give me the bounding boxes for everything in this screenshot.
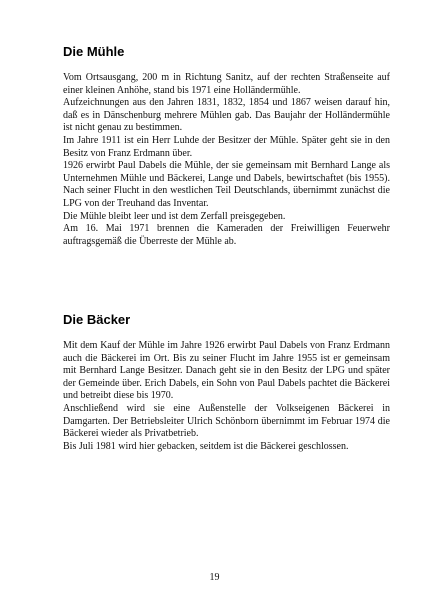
section-heading: Die Mühle [63, 44, 125, 59]
paragraph: Anschließend wird sie eine Außenstelle der Volkseigenen Bäckerei in Damgarten. Der Betriebsleiter Ulrich Schönborn übernimmt im Februar 1974 die Bäckerei wieder als Privatbetrieb. [63, 402, 390, 440]
section-baecker [63, 312, 390, 453]
page-number: 19 [209, 572, 220, 583]
paragraph: Mit dem Kauf der Mühle im Jahre 1926 erwirbt Paul Dabels von Franz Erdmann auch die Bäckerei im Ort. Bis zu seiner Flucht im Jahre 1955 ist er gemeinsam mit Bernhard Lange Besitzer. Danach geht sie in den Besitz der LPG und später der Gemeinde über. Erich Dabels, ein Sohn von Paul Dabels pachtet die Bäckerei und betreibt diese bis 1970. [63, 340, 390, 402]
paragraph: Im Jahre 1911 ist ein Herr Luhde der Besitzer der Mühle. Später geht sie in den Besitz von Franz Erdmann über. [63, 134, 390, 159]
section-muehle [63, 44, 390, 248]
paragraph: 1926 erwirbt Paul Dabels die Mühle, der sie gemeinsam mit Bernhard Lange als Unternehmen Mühle und Bäckerei, Lange und Dabels, bewirtschaftet (bis 1955). Nach seiner Flucht in den westlichen Teil Deutschlands, übernimmt zunächst die LPG von der Treuhand das Inventar. [63, 160, 390, 209]
paragraph: Vom Ortsausgang, 200 m in Richtung Sanitz, auf der rechten Straßenseite auf einer kleinen Anhöhe, stand bis 1971 eine Holländermühle. [63, 72, 390, 96]
paragraph: Am 16. Mai 1971 brennen die Kameraden der Freiwilligen Feuerwehr auftragsgemäß die Überreste der Mühle ab. [63, 223, 390, 247]
paragraph: Aufzeichnungen aus den Jahren 1831, 1832, 1854 und 1867 weisen darauf hin, daß es in Dänschenburg mehrere Mühlen gab. Das Baujahr der Holländermühle ist nicht genau zu bestimmen. [63, 97, 390, 134]
section-heading: Die Bäcker [63, 312, 131, 327]
paragraph: Bis Juli 1981 wird hier gebacken, seitdem ist die Bäckerei geschlossen. [63, 440, 349, 452]
paragraph: Die Mühle bleibt leer und ist dem Zerfall preisgegeben. [63, 210, 286, 222]
